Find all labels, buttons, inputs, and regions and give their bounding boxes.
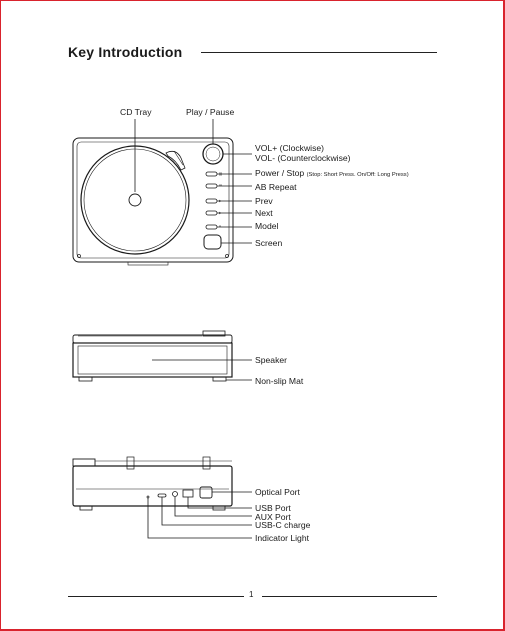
model-button[interactable] xyxy=(206,225,217,229)
label-vol-plus: VOL+ (Clockwise) xyxy=(255,143,325,153)
aux-port[interactable] xyxy=(173,492,178,497)
next-button[interactable] xyxy=(206,211,217,215)
label-next: Next xyxy=(255,208,273,218)
footer-rule-right xyxy=(262,596,437,597)
label-optical-port: Optical Port xyxy=(255,487,300,497)
prev-button[interactable] xyxy=(206,199,217,203)
back-view-leaders xyxy=(148,492,252,538)
back-view-drawing xyxy=(73,457,232,510)
page-number: 1 xyxy=(249,590,254,599)
optical-port[interactable] xyxy=(200,487,212,498)
power-stop-button[interactable] xyxy=(206,172,217,176)
indicator-light xyxy=(147,496,149,498)
label-screen: Screen xyxy=(255,238,283,248)
label-aux-port: AUX Port xyxy=(255,512,291,522)
label-usb-port: USB Port xyxy=(255,503,291,513)
ab-repeat-button[interactable] xyxy=(206,184,217,188)
screen-display xyxy=(204,235,221,249)
label-power-stop xyxy=(255,168,409,180)
usb-c-port[interactable] xyxy=(158,494,166,497)
label-ab-repeat: AB Repeat xyxy=(255,182,297,192)
label-cd-tray: CD Tray xyxy=(120,107,152,117)
label-power-stop-note: (Stop: Short Press. On/Off: Long Press) xyxy=(306,172,409,178)
label-indicator-light: Indicator Light xyxy=(255,533,309,543)
label-usb-c-charge: USB-C charge xyxy=(255,520,311,530)
label-non-slip-mat: Non-slip Mat xyxy=(255,376,304,386)
front-view-drawing xyxy=(73,331,232,381)
usb-port[interactable] xyxy=(183,490,193,497)
label-speaker: Speaker xyxy=(255,355,288,365)
label-prev: Prev xyxy=(255,196,273,206)
top-view-drawing xyxy=(73,138,233,265)
label-model: Model xyxy=(255,221,279,231)
label-vol-minus: VOL- (Counterclockwise) xyxy=(255,153,351,163)
page-title: Key Introduction xyxy=(68,44,183,60)
footer-rule-left xyxy=(68,596,244,597)
label-power-stop-text: Power / Stop xyxy=(255,168,305,178)
label-play-pause: Play / Pause xyxy=(186,107,235,117)
